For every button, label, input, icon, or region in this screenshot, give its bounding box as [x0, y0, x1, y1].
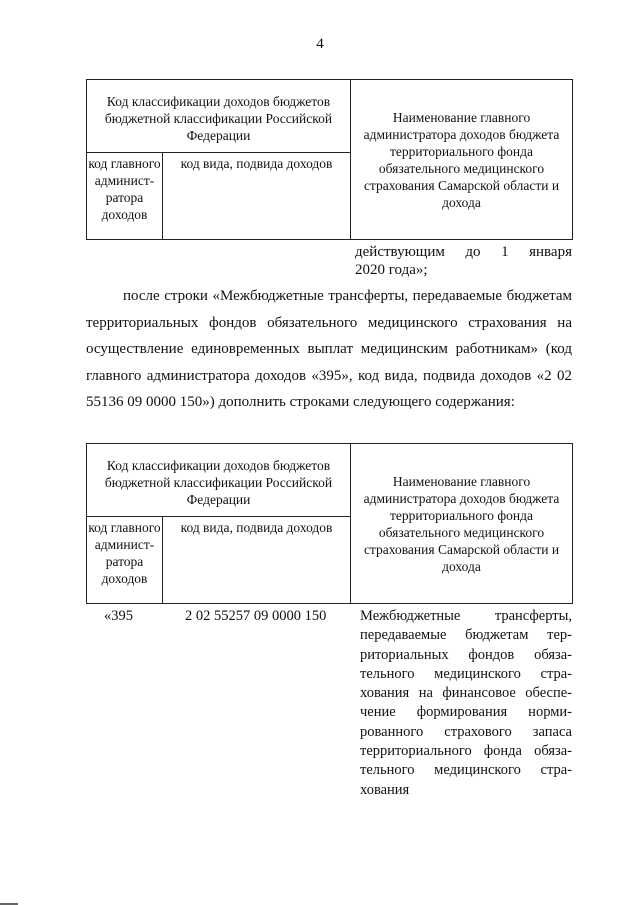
body-paragraph: после строки «Межбюджетные трансферты, передаваемые бюджетам территориальных фондов обязательного медицинского страхования на осуществление единовременных выплат медицинским работникам» (код главного администратора доходов «395», код вида, подвида доходов «2 02 55136 09 0000 150») дополнить строками следующего содержания: [86, 288, 572, 410]
continuation-line-2: 2020 года»; [355, 262, 428, 278]
name-header-cell [351, 80, 573, 240]
revenue-type-header-cell [163, 517, 351, 604]
new-row-revenue-code: 2 02 55257 09 0000 150 [185, 608, 327, 624]
new-row-admin-code: «395 [104, 608, 133, 624]
continuation-word-1: действующим [355, 244, 445, 260]
page-number: 4 [316, 36, 324, 52]
admin-code-header: код главного админист-ратора доходов [88, 520, 161, 586]
name-header-cell [351, 444, 573, 604]
classification-title-cell [87, 444, 351, 517]
classification-title: Код классификации доходов бюджетов бюджетной классификации Российской Федерации [104, 457, 333, 507]
continuation-word-4: января [529, 244, 572, 260]
name-header: Наименование главного администратора доходов бюджета территориального фонда обязательного медицинского страхования Самарской области и дохода [363, 109, 560, 210]
admin-code-header-cell [87, 153, 163, 240]
admin-code-header-cell [87, 517, 163, 604]
continuation-word-3: 1 [501, 244, 509, 260]
admin-code-header: код главного админист-ратора доходов [88, 156, 161, 222]
name-header: Наименование главного администратора доходов бюджета территориального фонда обязательного медицинского страхования Самарской области и дохода [363, 473, 560, 574]
classification-title: Код классификации доходов бюджетов бюджетной классификации Российской Федерации [104, 93, 333, 143]
revenue-type-header-cell [163, 153, 351, 240]
header-table-top [86, 79, 573, 240]
header-table-bottom [86, 443, 573, 604]
continuation-word-2: до [465, 244, 481, 260]
continuation-text [355, 243, 572, 279]
classification-title-cell [87, 80, 351, 153]
new-row-description: Межбюджетные трансферты, передаваемые бюджетам тер-риториальных фондов обяза-тельного медицинского стра-хования на финансовое обеспе-чение формирования норми-рованного страхового запаса территориального фонда обяза-тельного медицинского стра-хования [360, 608, 572, 798]
revenue-type-header: код вида, подвида доходов [180, 520, 333, 535]
revenue-type-header: код вида, подвида доходов [180, 156, 333, 171]
